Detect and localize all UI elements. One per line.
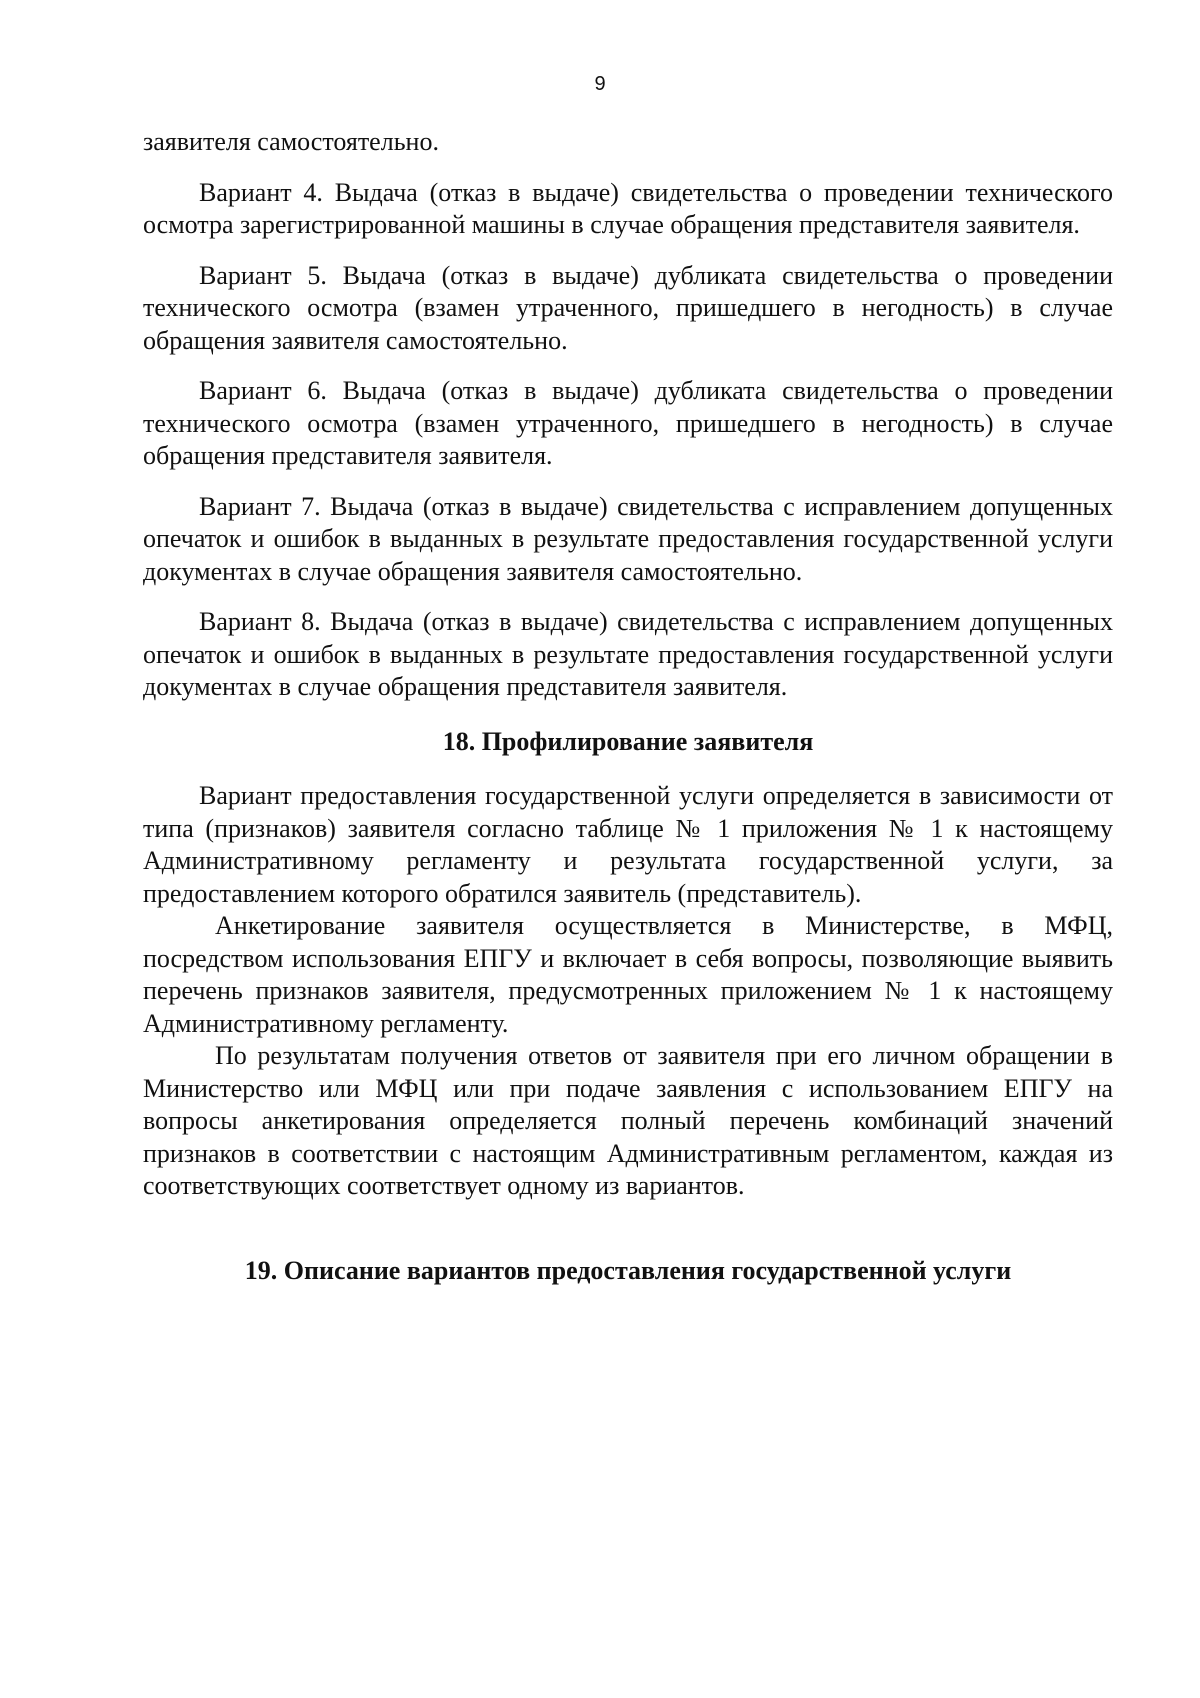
variant-4-paragraph: Вариант 4. Выдача (отказ в выдаче) свидетельства о проведении технического осмотра зарегистрированной машины в случае обращения представителя заявителя. <box>143 177 1113 239</box>
variant-5-paragraph: Вариант 5. Выдача (отказ в выдаче) дубликата свидетельства о проведении технического осмотра (взамен утраченного, пришедшего в негодность) в случае обращения заявителя самостоятельно. <box>143 260 1113 355</box>
page-number: 9 <box>594 73 606 95</box>
section-18-paragraph-1: Вариант предоставления государственной услуги определяется в зависимости от типа (признаков) заявителя согласно таблице № 1 приложения № 1 к настоящему Административному регламенту и результата государственной услуги, за предоставлением которого обратился заявитель (представитель). <box>143 781 1113 908</box>
variant-6-paragraph: Вариант 6. Выдача (отказ в выдаче) дубликата свидетельства о проведении технического осмотра (взамен утраченного, пришедшего в негодность) в случае обращения представителя заявителя. <box>143 376 1113 470</box>
section-18-paragraph-3: По результатам получения ответов от заявителя при его личном обращении в Министерство или МФЦ или при подаче заявления с использованием ЕПГУ на вопросы анкетирования определяется полный перечень комбинаций значений признаков в соответствии с настоящим Административным регламентом, каждая из соответствующих соответствует одному из вариантов. <box>143 1041 1113 1200</box>
section-18-heading: 18. Профилирование заявителя <box>442 726 814 756</box>
intro-line: заявителя самостоятельно. <box>143 127 439 156</box>
section-18-paragraph-2: Анкетирование заявителя осуществляется в Министерстве, в МФЦ, посредством использования ЕПГУ и включает в себя вопросы, позволяющие выявить перечень признаков заявителя, предусмотренных приложением № 1 к настоящему Административному регламенту. <box>143 911 1113 1038</box>
variant-8-paragraph: Вариант 8. Выдача (отказ в выдаче) свидетельства с исправлением допущенных опечаток и ошибок в выданных в результате предоставления государственной услуги документах в случае обращения представителя заявителя. <box>143 607 1113 701</box>
variant-7-paragraph: Вариант 7. Выдача (отказ в выдаче) свидетельства с исправлением допущенных опечаток и ошибок в выданных в результате предоставления государственной услуги документах в случае обращения заявителя самостоятельно. <box>143 491 1113 586</box>
document-body <box>143 126 1113 1287</box>
section-19-heading: 19. Описание вариантов предоставления государственной услуги <box>244 1255 1012 1285</box>
